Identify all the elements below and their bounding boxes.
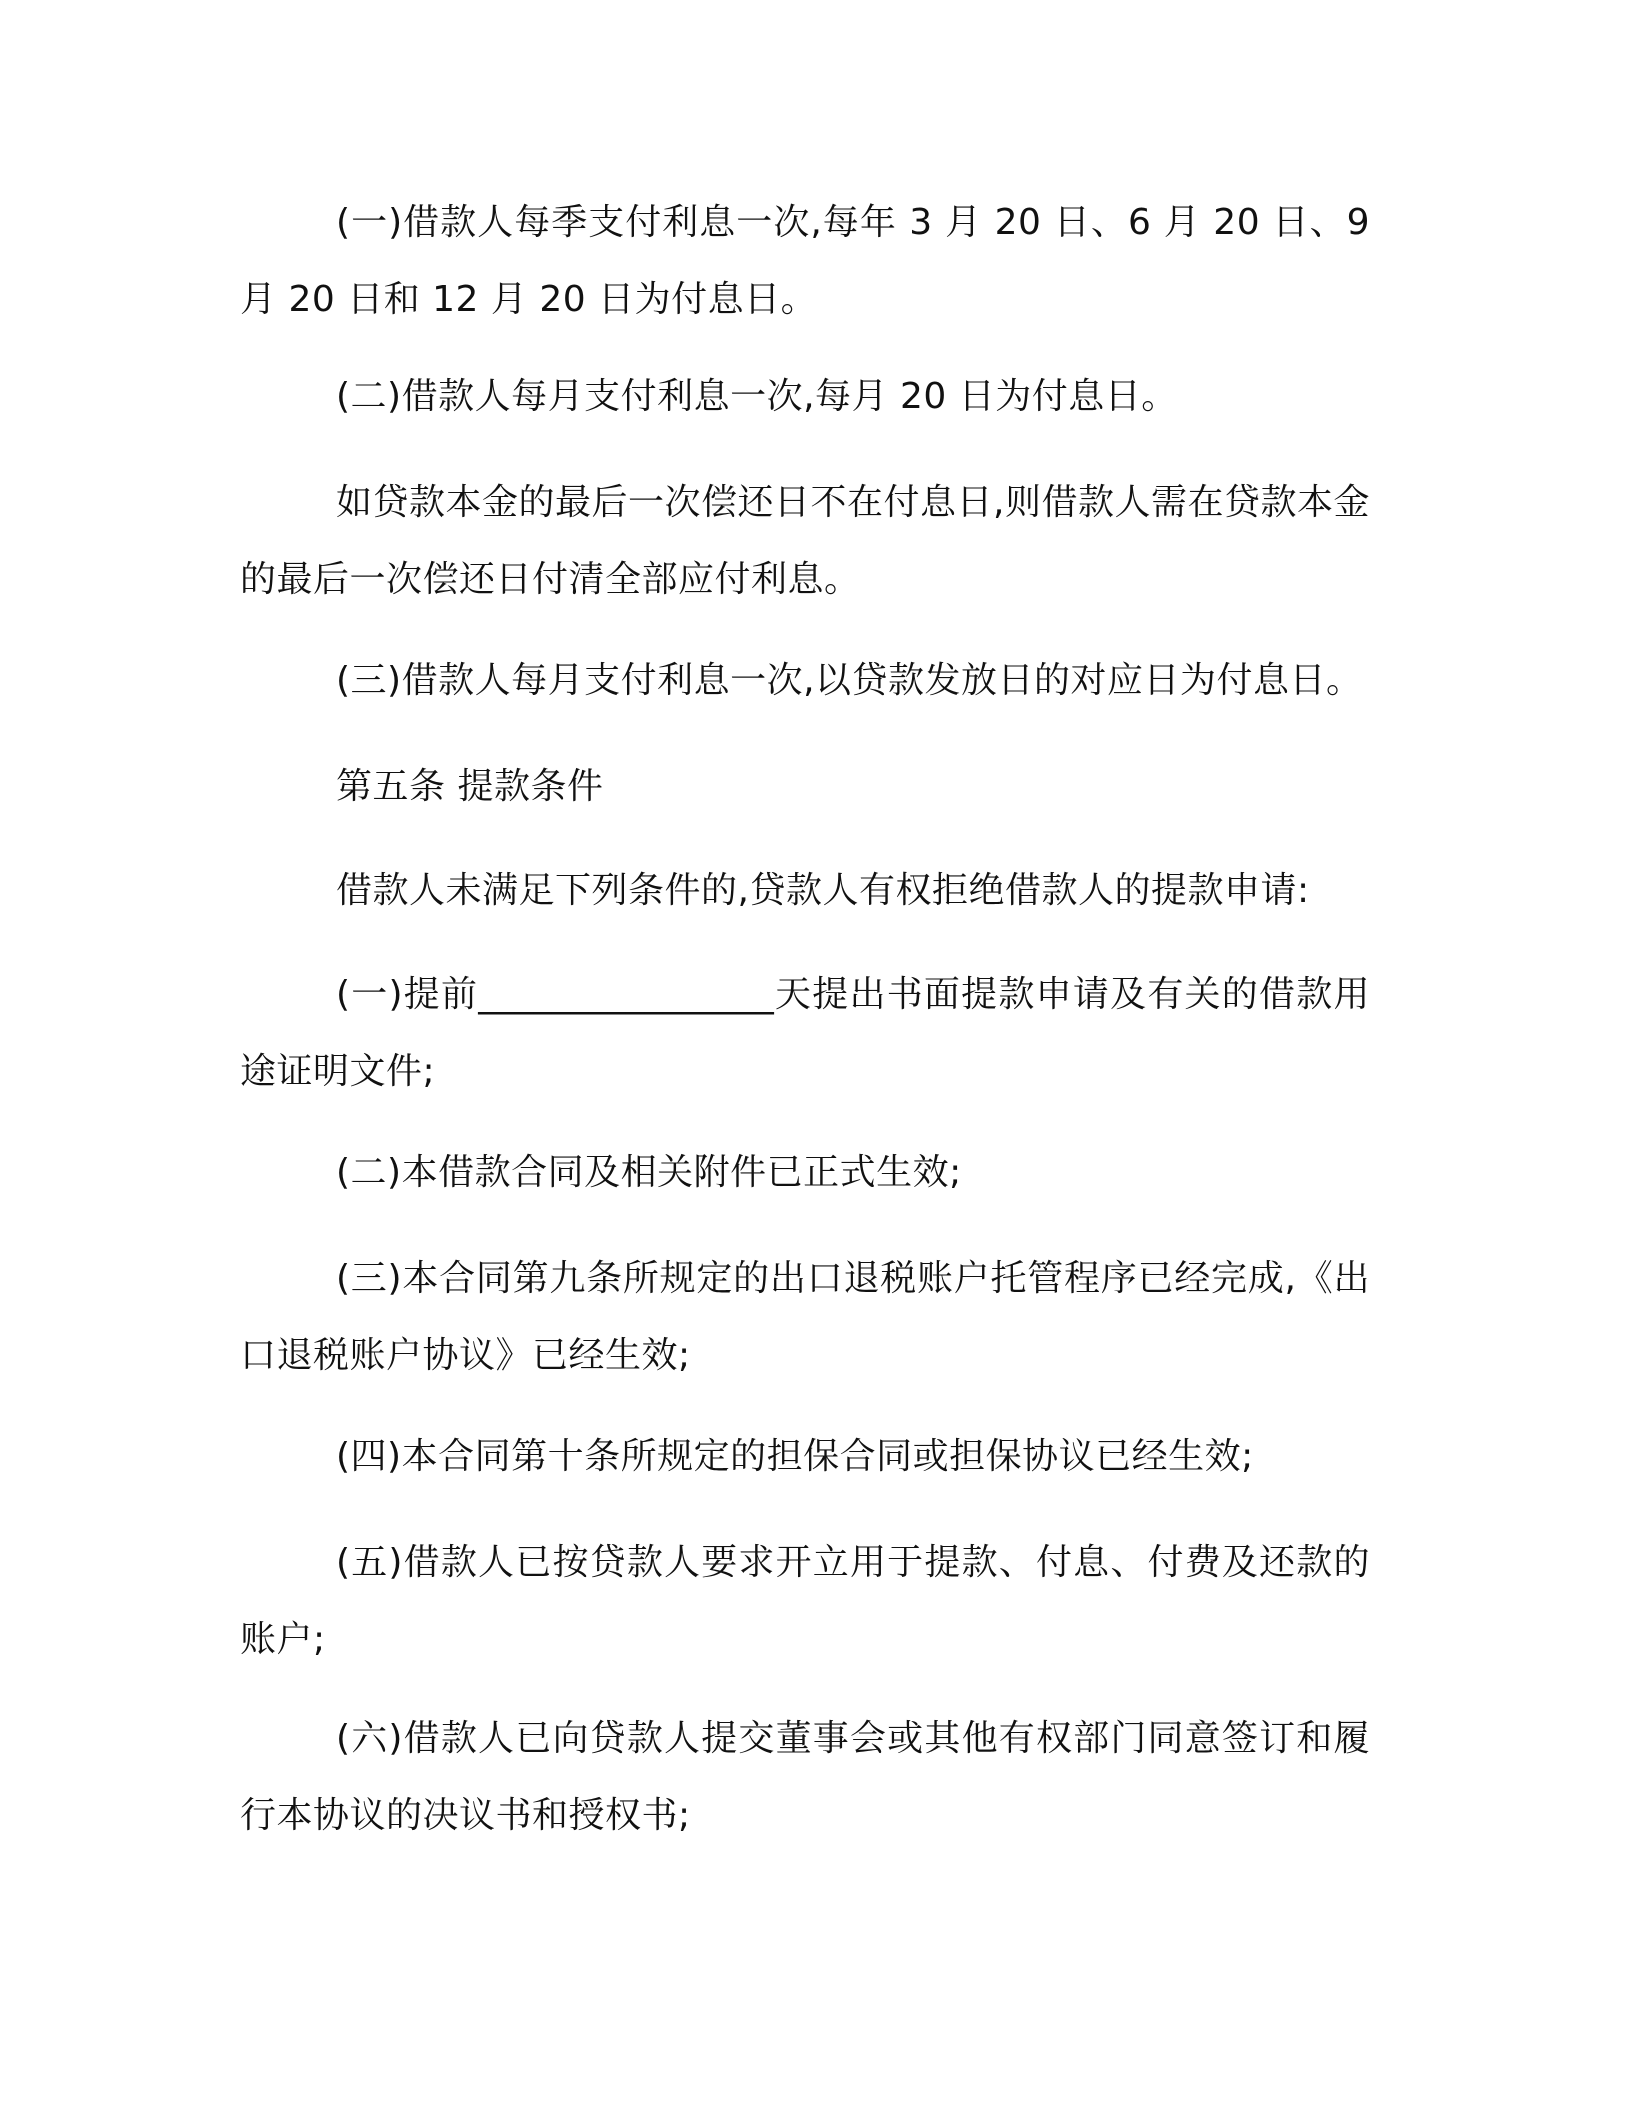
document-body bbox=[240, 852, 1370, 929]
condition-item-6: (六)借款人已向贷款人提交董事会或其他有权部门同意签订和履行本协议的决议书和授权书; bbox=[240, 1718, 1370, 1836]
document-body bbox=[240, 1700, 1370, 1854]
condition-item-3: (三)本合同第九条所规定的出口退税账户托管程序已经完成,《出口退税账户协议》已经生效; bbox=[240, 1258, 1370, 1376]
document-body bbox=[240, 184, 1382, 338]
section-heading-article-5: 第五条 提款条件 bbox=[336, 766, 604, 807]
document-body bbox=[240, 748, 1370, 825]
document-body bbox=[240, 956, 1370, 1110]
document-body bbox=[240, 642, 1370, 719]
document-body bbox=[240, 1134, 1370, 1211]
condition-item-2: (二)本借款合同及相关附件已正式生效; bbox=[336, 1152, 962, 1193]
paragraph-interest-quarterly: (一)借款人每季支付利息一次,每年 3 月 20 日、6 月 20 日、9 月 20 日和 12 月 20 日为付息日。 bbox=[240, 202, 1382, 320]
paragraph-withdrawal-conditions-intro: 借款人未满足下列条件的,贷款人有权拒绝借款人的提款申请: bbox=[336, 870, 1310, 911]
document-body bbox=[240, 1524, 1370, 1678]
document-body bbox=[240, 358, 1370, 435]
paragraph-interest-disbursement-date: (三)借款人每月支付利息一次,以贷款发放日的对应日为付息日。 bbox=[336, 660, 1363, 701]
condition-item-4: (四)本合同第十条所规定的担保合同或担保协议已经生效; bbox=[336, 1436, 1254, 1477]
document-body bbox=[240, 1240, 1370, 1394]
condition-item-5: (五)借款人已按贷款人要求开立用于提款、付息、付费及还款的账户; bbox=[240, 1542, 1370, 1660]
paragraph-interest-monthly: (二)借款人每月支付利息一次,每月 20 日为付息日。 bbox=[336, 376, 1178, 417]
document-body bbox=[240, 464, 1370, 618]
paragraph-final-repayment: 如贷款本金的最后一次偿还日不在付息日,则借款人需在贷款本金的最后一次偿还日付清全部应付利息。 bbox=[240, 482, 1370, 600]
document-body bbox=[240, 1418, 1370, 1495]
condition-item-1: (一)提前________________天提出书面提款申请及有关的借款用途证明文件; bbox=[240, 974, 1370, 1092]
